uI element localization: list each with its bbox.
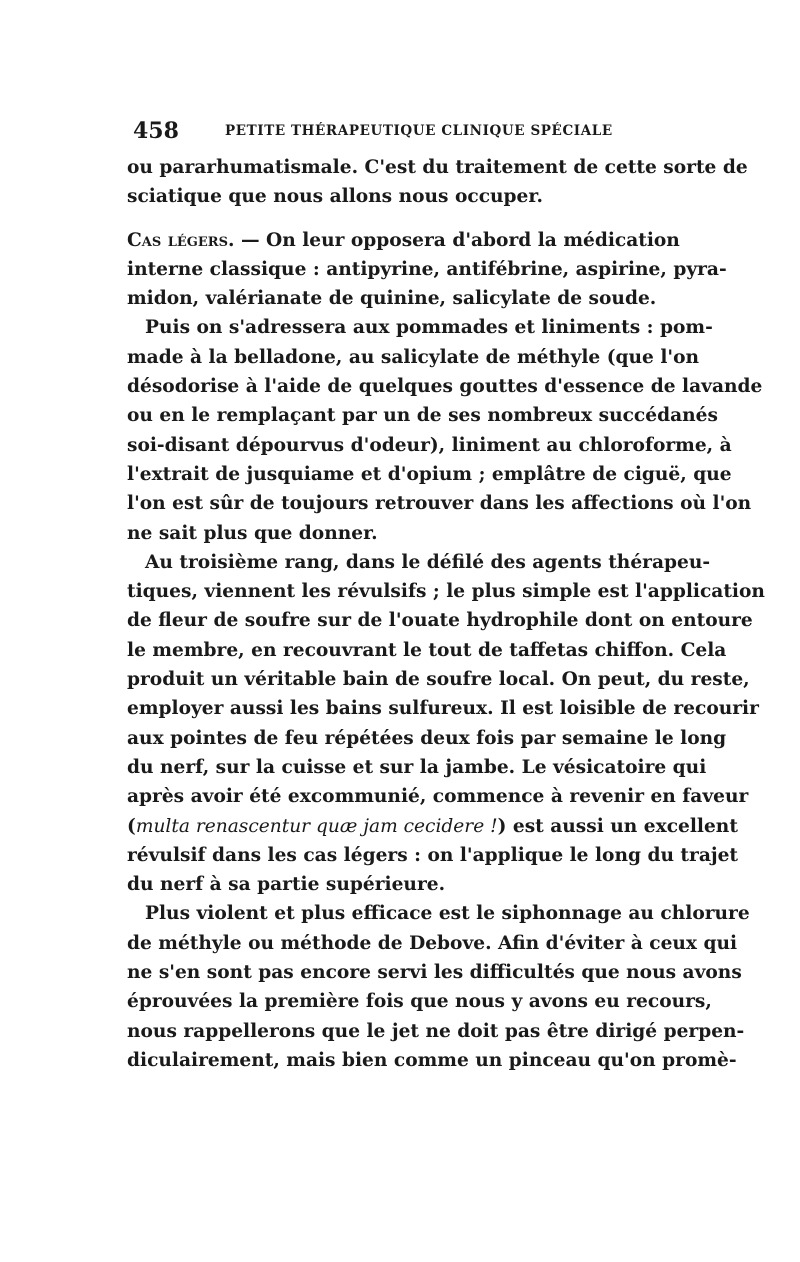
text-line: soi-disant dépourvus d'odeur), liniment au chloroforme, à bbox=[127, 434, 732, 456]
text-line: Au troisième rang, dans le défilé des agents thérapeu- bbox=[145, 551, 711, 573]
text-line: sciatique que nous allons nous occuper. bbox=[127, 186, 543, 208]
text-line: nous rappellerons que le jet ne doit pas être dirigé perpen- bbox=[127, 1020, 745, 1042]
text-line bbox=[127, 226, 680, 255]
page-header bbox=[133, 116, 673, 146]
text-line: après avoir été excommunié, commence à revenir en faveur bbox=[127, 786, 749, 808]
text-line: l'extrait de jusquiame et d'opium ; emplâtre de ciguë, que bbox=[127, 463, 732, 485]
text-line: de fleur de soufre sur de l'ouate hydrophile dont on entoure bbox=[127, 610, 753, 632]
paragraph bbox=[127, 548, 765, 900]
page-number: 458 bbox=[133, 118, 179, 144]
text-line: ou en le remplaçant par un de ses nombreux succédanés bbox=[127, 405, 718, 427]
text-line: Plus violent et plus efficace est le siphonnage au chlorure bbox=[145, 903, 750, 925]
text-line: révulsif dans les cas légers : on l'applique le long du trajet bbox=[127, 844, 739, 866]
text-span: ( bbox=[127, 815, 136, 837]
paragraph bbox=[127, 153, 748, 212]
running-title: PETITE THÉRAPEUTIQUE CLINIQUE SPÉCIALE bbox=[225, 123, 613, 139]
text-line: diculairement, mais bien comme un pinceau qu'on promè- bbox=[127, 1049, 737, 1071]
paragraph bbox=[127, 899, 750, 1075]
text-line: de méthyle ou méthode de Debove. Afin d'éviter à ceux qui bbox=[127, 932, 738, 954]
section-heading: Cas légers. bbox=[127, 229, 235, 251]
text-line: Puis on s'adressera aux pommades et liniments : pom- bbox=[145, 317, 713, 339]
text-line: employer aussi les bains sulfureux. Il est loisible de recourir bbox=[127, 698, 759, 720]
body-text bbox=[127, 153, 765, 1075]
text-span: — On leur opposera d'abord la médication bbox=[234, 229, 680, 251]
text-line: éprouvées la première fois que nous y avons eu recours, bbox=[127, 991, 712, 1013]
paragraph bbox=[127, 313, 763, 547]
text-line: le membre, en recouvrant le tout de taffetas chiffon. Cela bbox=[127, 639, 727, 661]
text-line: du nerf à sa partie supérieure. bbox=[127, 874, 446, 896]
text-line bbox=[127, 812, 738, 841]
text-line: interne classique : antipyrine, antifébrine, aspirine, pyra- bbox=[127, 258, 727, 280]
text-line: ne s'en sont pas encore servi les difficultés que nous avons bbox=[127, 962, 742, 984]
text-line: désodorise à l'aide de quelques gouttes d'essence de lavande bbox=[127, 376, 763, 398]
text-span: ) est aussi un excellent bbox=[497, 815, 738, 837]
text-line: tiques, viennent les révulsifs ; le plus simple est l'application bbox=[127, 581, 765, 603]
text-line: aux pointes de feu répétées deux fois par semaine le long bbox=[127, 727, 727, 749]
text-line: du nerf, sur la cuisse et sur la jambe. Le vésicatoire qui bbox=[127, 756, 707, 778]
text-line: produit un véritable bain de soufre local. On peut, du reste, bbox=[127, 669, 750, 691]
text-line: ou pararhumatismale. C'est du traitement de cette sorte de bbox=[127, 157, 748, 178]
text-line: made à la belladone, au salicylate de méthyle (que l'on bbox=[127, 346, 700, 368]
text-line: midon, valérianate de quinine, salicylate de soude. bbox=[127, 288, 657, 310]
text-line: l'on est sûr de toujours retrouver dans les affections où l'on bbox=[127, 493, 752, 515]
paragraph bbox=[127, 226, 727, 314]
latin-quote: multa renascentur quæ jam cecidere ! bbox=[135, 815, 498, 837]
text-line: ne sait plus que donner. bbox=[127, 522, 378, 544]
